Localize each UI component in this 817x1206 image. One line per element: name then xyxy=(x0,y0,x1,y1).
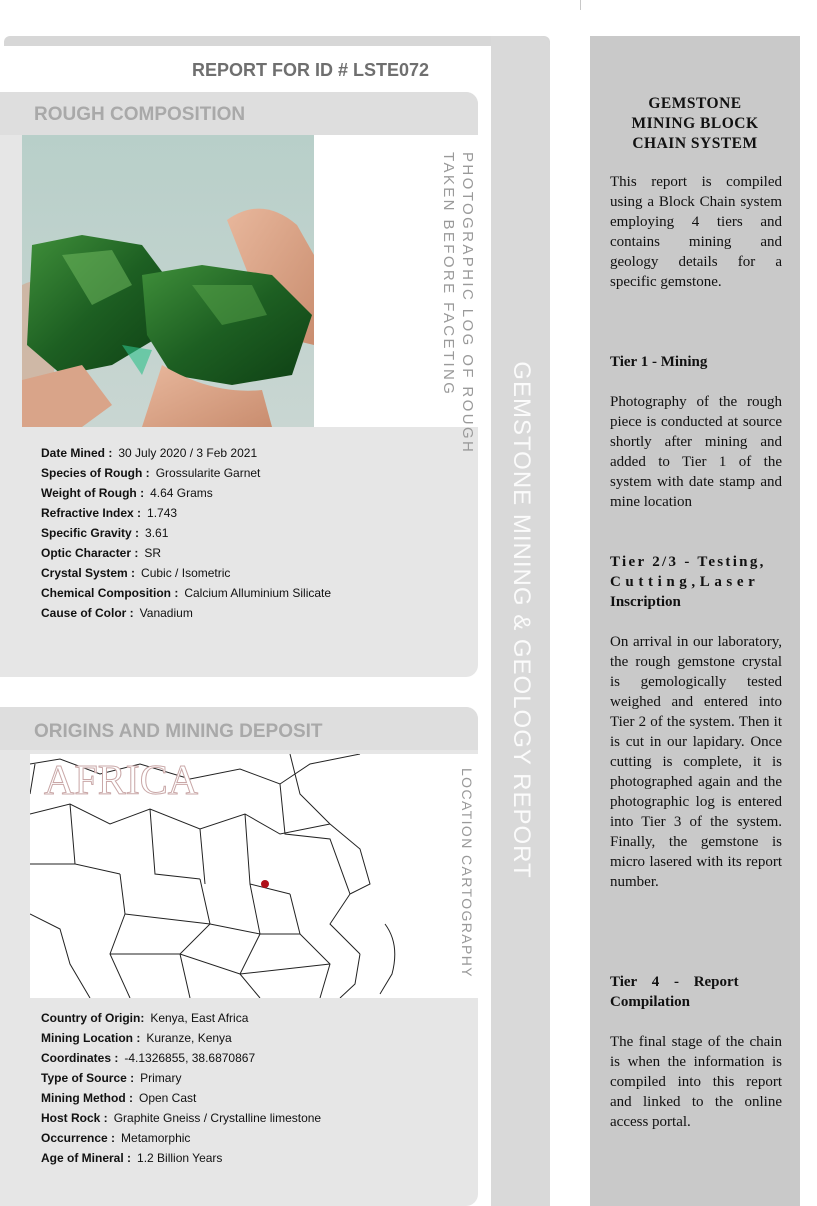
blockchain-sidebar xyxy=(590,36,800,1206)
property-row xyxy=(41,1108,321,1128)
property-value: Kuranze, Kenya xyxy=(146,1031,232,1045)
property-value: 3.61 xyxy=(145,526,169,540)
africa-map xyxy=(30,754,478,998)
property-value: 1.2 Billion Years xyxy=(137,1151,223,1165)
map-region-label: AFRICA xyxy=(44,758,199,804)
property-value: 30 July 2020 / 3 Feb 2021 xyxy=(118,446,258,460)
property-value: Graphite Gneiss / Crystalline limestone xyxy=(113,1111,322,1125)
property-row xyxy=(41,583,331,603)
property-label: Host Rock : xyxy=(41,1111,108,1125)
property-label: Type of Source : xyxy=(41,1071,135,1085)
map-panel xyxy=(30,754,478,998)
property-value: 1.743 xyxy=(147,506,178,520)
property-value: SR xyxy=(144,546,162,560)
property-row xyxy=(41,603,331,623)
vertical-banner-text: GEMSTONE MINING & GEOLOGY REPORT xyxy=(508,361,535,879)
property-row xyxy=(41,443,331,463)
sidebar-intro: This report is compiled using a Block Chain system employing 4 tiers and contains mining and geology details for a specific gemstone. xyxy=(610,174,782,290)
top-divider-tick xyxy=(580,0,581,10)
tier23-text: On arrival in our laboratory, the rough gemstone crystal is gemologically tested weighed and entered into Tier 2 of the system. Then it is cut in our lapidary. Once cutting is complete, it is photographed again and the photographic log is entered into Tier 3 of the system. Finally, the gemstone is micro lasered with its report number. xyxy=(610,634,782,890)
tier1-text: Photography of the rough piece is conducted at source shortly after mining and added to Tier 1 of the system with date stamp and mine location xyxy=(610,394,782,510)
property-label: Mining Method : xyxy=(41,1091,133,1105)
property-label: Date Mined : xyxy=(41,446,113,460)
property-label: Country of Origin: xyxy=(41,1011,145,1025)
origin-properties-list xyxy=(41,1008,321,1168)
property-row xyxy=(41,483,331,503)
property-value: 4.64 Grams xyxy=(150,486,213,500)
property-row xyxy=(41,563,331,583)
property-value: Grossularite Garnet xyxy=(155,466,261,480)
property-row xyxy=(41,543,331,563)
rough-gemstone-photo xyxy=(22,135,314,427)
property-label: Mining Location : xyxy=(41,1031,141,1045)
property-row xyxy=(41,1068,321,1088)
section-title-rough: ROUGH COMPOSITION xyxy=(34,104,246,125)
tier4-text: The final stage of the chain is when the information is compiled into this report and linked to the online access portal. xyxy=(610,1034,782,1130)
property-label: Species of Rough : xyxy=(41,466,150,480)
property-row xyxy=(41,463,331,483)
property-row xyxy=(41,1028,321,1048)
property-label: Specific Gravity : xyxy=(41,526,140,540)
photo-caption-line1: PHOTOGRAPHIC LOG OF ROUGH xyxy=(459,152,476,455)
tier1-heading: Tier 1 - Mining xyxy=(610,354,708,370)
property-value: Vanadium xyxy=(139,606,193,620)
map-caption: LOCATION CARTOGRAPHY xyxy=(459,768,475,979)
property-label: Occurrence : xyxy=(41,1131,116,1145)
property-value: -4.1326855, 38.6870867 xyxy=(124,1051,256,1065)
property-value: Metamorphic xyxy=(121,1131,191,1145)
property-label: Cause of Color : xyxy=(41,606,134,620)
property-label: Crystal System : xyxy=(41,566,136,580)
report-id-title: REPORT FOR ID # LSTE072 xyxy=(192,60,430,80)
property-row xyxy=(41,1148,321,1168)
property-row xyxy=(41,503,331,523)
property-row xyxy=(41,1008,321,1028)
rough-photo-panel xyxy=(22,135,478,427)
property-row xyxy=(41,523,331,543)
photo-caption-line2: TAKEN BEFORE FACETING xyxy=(440,152,457,397)
property-label: Age of Mineral : xyxy=(41,1151,132,1165)
property-value: Calcium Alluminium Silicate xyxy=(184,586,332,600)
property-row xyxy=(41,1088,321,1108)
property-label: Chemical Composition : xyxy=(41,586,179,600)
rough-properties-list xyxy=(41,443,331,623)
property-row xyxy=(41,1128,321,1148)
property-row xyxy=(41,1048,321,1068)
section-title-origins: ORIGINS AND MINING DEPOSIT xyxy=(34,721,323,742)
mine-location-marker xyxy=(261,880,269,888)
property-label: Coordinates : xyxy=(41,1051,119,1065)
tier23-heading: Tier 2/3 - Testing, Cutting,Laser Inscription xyxy=(610,554,766,610)
property-value: Primary xyxy=(140,1071,182,1085)
property-value: Cubic / Isometric xyxy=(141,566,231,580)
property-label: Refractive Index : xyxy=(41,506,142,520)
tier4-heading: Tier 4 - Report Compilation xyxy=(610,974,739,1010)
sidebar-title: GEMSTONE MINING BLOCK CHAIN SYSTEM xyxy=(631,95,759,152)
property-label: Optic Character : xyxy=(41,546,139,560)
top-frame-bar xyxy=(4,36,550,46)
property-value: Open Cast xyxy=(138,1091,197,1105)
property-label: Weight of Rough : xyxy=(41,486,145,500)
property-value: Kenya, East Africa xyxy=(150,1011,249,1025)
